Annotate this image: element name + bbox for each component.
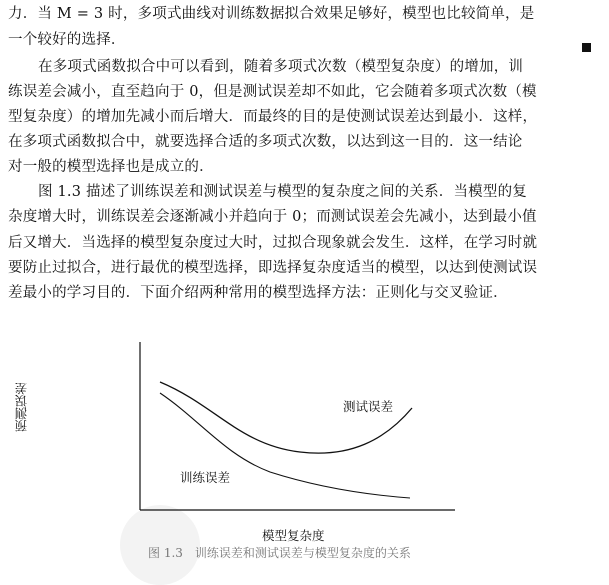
paragraph-line: 力．当 M = 3 时，多项式曲线对训练数据拟合效果足够好，模型也比较简单，是 bbox=[8, 6, 535, 22]
paragraph-line: 对一般的模型选择也是成立的． bbox=[8, 159, 214, 175]
y-axis-label: 预测误差 bbox=[14, 382, 29, 432]
train-error-label: 训练误差 bbox=[180, 470, 231, 485]
paragraph-line: 杂度增大时，训练误差会逐渐减小并趋向于 0；而测试误差会先减小，达到最小值 bbox=[8, 209, 537, 225]
x-axis-label: 模型复杂度 bbox=[262, 528, 325, 543]
paragraph-line: 一个较好的选择． bbox=[8, 32, 126, 48]
paragraph-line: 在多项式函数拟合中可以看到，随着多项式次数（模型复杂度）的增加，训 bbox=[38, 59, 524, 75]
paragraph-line: 在多项式函数拟合中，就要选择合适的多项式次数，以达到这一目的．这一结论 bbox=[8, 134, 523, 150]
paragraph-line: 后又增大．当选择的模型复杂度过大时，过拟合现象就会发生．这样，在学习时就 bbox=[8, 235, 538, 251]
paragraph-line: 练误差会减小，直至趋向于 0，但是测试误差却不如此，它会随着多项式次数（模 bbox=[8, 84, 537, 100]
test-error-curve bbox=[160, 382, 412, 453]
paragraph-line: 型复杂度）的增加先减小而后增大．而最终的目的是使测试误差达到最小．这样， bbox=[8, 109, 538, 125]
paragraph-line: 要防止过拟合，进行最优的模型选择，即选择复杂度适当的模型，以达到使测试误 bbox=[8, 260, 538, 276]
test-error-label: 测试误差 bbox=[343, 399, 394, 414]
figure-caption: 图 1.3 训练误差和测试误差与模型复杂度的关系 bbox=[148, 546, 411, 560]
paragraph-line: 图 1.3 描述了训练误差和测试误差与模型的复杂度之间的关系．当模型的复 bbox=[38, 184, 527, 200]
paragraph-line: 差最小的学习目的．下面介绍两种常用的模型选择方法：正则化与交叉验证． bbox=[8, 285, 508, 301]
